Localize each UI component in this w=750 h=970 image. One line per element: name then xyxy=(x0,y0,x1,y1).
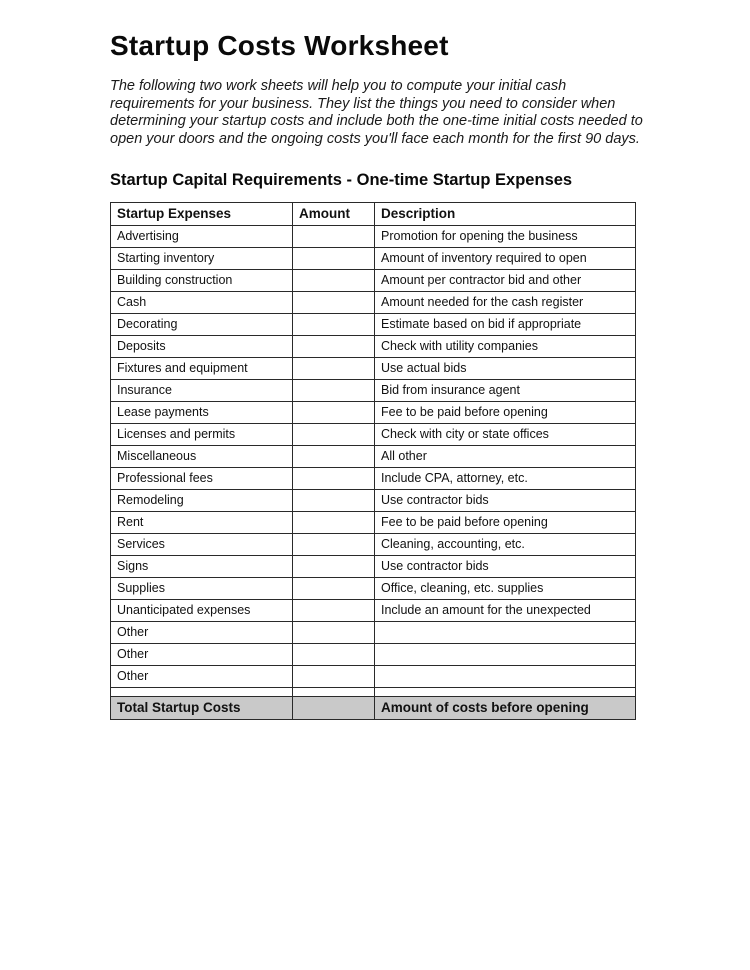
table-row xyxy=(111,599,636,621)
cell-amount xyxy=(293,577,375,599)
cell-amount xyxy=(293,335,375,357)
cell-amount xyxy=(293,247,375,269)
cell-description xyxy=(375,665,636,687)
table-header xyxy=(111,202,636,225)
cell-description: Fee to be paid before opening xyxy=(375,511,636,533)
cell-amount xyxy=(293,291,375,313)
table-row xyxy=(111,335,636,357)
cell-amount xyxy=(293,555,375,577)
cell-expense: Remodeling xyxy=(111,489,293,511)
table-row xyxy=(111,269,636,291)
table-row xyxy=(111,665,636,687)
cell-description: Include CPA, attorney, etc. xyxy=(375,467,636,489)
cell-expense: Cash xyxy=(111,291,293,313)
total-label: Total Startup Costs xyxy=(111,696,293,719)
spacer-cell xyxy=(375,687,636,696)
cell-amount xyxy=(293,467,375,489)
cell-amount xyxy=(293,665,375,687)
cell-description: Fee to be paid before opening xyxy=(375,401,636,423)
page-title: Startup Costs Worksheet xyxy=(110,30,449,61)
cell-expense: Miscellaneous xyxy=(111,445,293,467)
cell-amount xyxy=(293,533,375,555)
table-row xyxy=(111,511,636,533)
worksheet-page xyxy=(110,30,643,720)
cell-expense: Other xyxy=(111,665,293,687)
cell-amount xyxy=(293,643,375,665)
table-row xyxy=(111,401,636,423)
cell-description: Amount per contractor bid and other xyxy=(375,269,636,291)
cell-expense: Decorating xyxy=(111,313,293,335)
cell-expense: Starting inventory xyxy=(111,247,293,269)
cell-amount xyxy=(293,357,375,379)
table-row xyxy=(111,467,636,489)
table-row xyxy=(111,621,636,643)
table-row xyxy=(111,313,636,335)
spacer-cell xyxy=(111,687,293,696)
cell-amount xyxy=(293,401,375,423)
cell-description: Promotion for opening the business xyxy=(375,225,636,247)
section-heading: Startup Capital Requirements - One-time Startup Expenses xyxy=(110,170,573,189)
expense-table-body xyxy=(111,225,636,687)
table-row xyxy=(111,577,636,599)
cell-amount xyxy=(293,489,375,511)
intro-paragraph: The following two work sheets will help you to compute your initial cash requirements for your business. They list the things you need to consider when determining your startup costs and include both the one-time initial costs needed to open your doors and the ongoing costs you'll face each month for the first 90 days. xyxy=(110,78,643,148)
cell-description: Include an amount for the unexpected xyxy=(375,599,636,621)
cell-expense: Insurance xyxy=(111,379,293,401)
table-row xyxy=(111,291,636,313)
header-amount: Amount xyxy=(293,202,375,225)
spacer-cell xyxy=(293,687,375,696)
cell-description: Amount of inventory required to open xyxy=(375,247,636,269)
cell-description xyxy=(375,643,636,665)
cell-amount xyxy=(293,423,375,445)
table-row xyxy=(111,379,636,401)
cell-amount xyxy=(293,269,375,291)
table-row xyxy=(111,555,636,577)
total-amount-cell xyxy=(293,696,375,719)
cell-expense: Supplies xyxy=(111,577,293,599)
cell-expense: Signs xyxy=(111,555,293,577)
cell-expense: Other xyxy=(111,643,293,665)
cell-amount xyxy=(293,511,375,533)
table-row xyxy=(111,423,636,445)
cell-amount xyxy=(293,599,375,621)
cell-expense: Fixtures and equipment xyxy=(111,357,293,379)
cell-description: Use actual bids xyxy=(375,357,636,379)
table-row xyxy=(111,225,636,247)
cell-description: Check with utility companies xyxy=(375,335,636,357)
cell-expense: Services xyxy=(111,533,293,555)
cell-amount xyxy=(293,621,375,643)
table-row xyxy=(111,445,636,467)
cell-expense: Building construction xyxy=(111,269,293,291)
table-footer xyxy=(111,687,636,719)
total-description: Amount of costs before opening xyxy=(375,696,636,719)
table-row xyxy=(111,247,636,269)
cell-amount xyxy=(293,379,375,401)
startup-expenses-table xyxy=(110,202,636,720)
cell-expense: Unanticipated expenses xyxy=(111,599,293,621)
cell-expense: Deposits xyxy=(111,335,293,357)
table-row xyxy=(111,643,636,665)
cell-expense: Licenses and permits xyxy=(111,423,293,445)
table-row xyxy=(111,357,636,379)
total-row xyxy=(111,696,636,719)
header-row xyxy=(111,202,636,225)
cell-description: Estimate based on bid if appropriate xyxy=(375,313,636,335)
cell-description: All other xyxy=(375,445,636,467)
spacer-row xyxy=(111,687,636,696)
cell-amount xyxy=(293,445,375,467)
cell-expense: Advertising xyxy=(111,225,293,247)
cell-description xyxy=(375,621,636,643)
table-row xyxy=(111,489,636,511)
cell-expense: Professional fees xyxy=(111,467,293,489)
cell-description: Use contractor bids xyxy=(375,489,636,511)
cell-description: Amount needed for the cash register xyxy=(375,291,636,313)
header-description: Description xyxy=(375,202,636,225)
cell-expense: Other xyxy=(111,621,293,643)
cell-description: Bid from insurance agent xyxy=(375,379,636,401)
cell-amount xyxy=(293,313,375,335)
cell-description: Office, cleaning, etc. supplies xyxy=(375,577,636,599)
header-startup-expenses: Startup Expenses xyxy=(111,202,293,225)
cell-description: Cleaning, accounting, etc. xyxy=(375,533,636,555)
cell-expense: Lease payments xyxy=(111,401,293,423)
table-row xyxy=(111,533,636,555)
cell-expense: Rent xyxy=(111,511,293,533)
cell-amount xyxy=(293,225,375,247)
cell-description: Use contractor bids xyxy=(375,555,636,577)
cell-description: Check with city or state offices xyxy=(375,423,636,445)
